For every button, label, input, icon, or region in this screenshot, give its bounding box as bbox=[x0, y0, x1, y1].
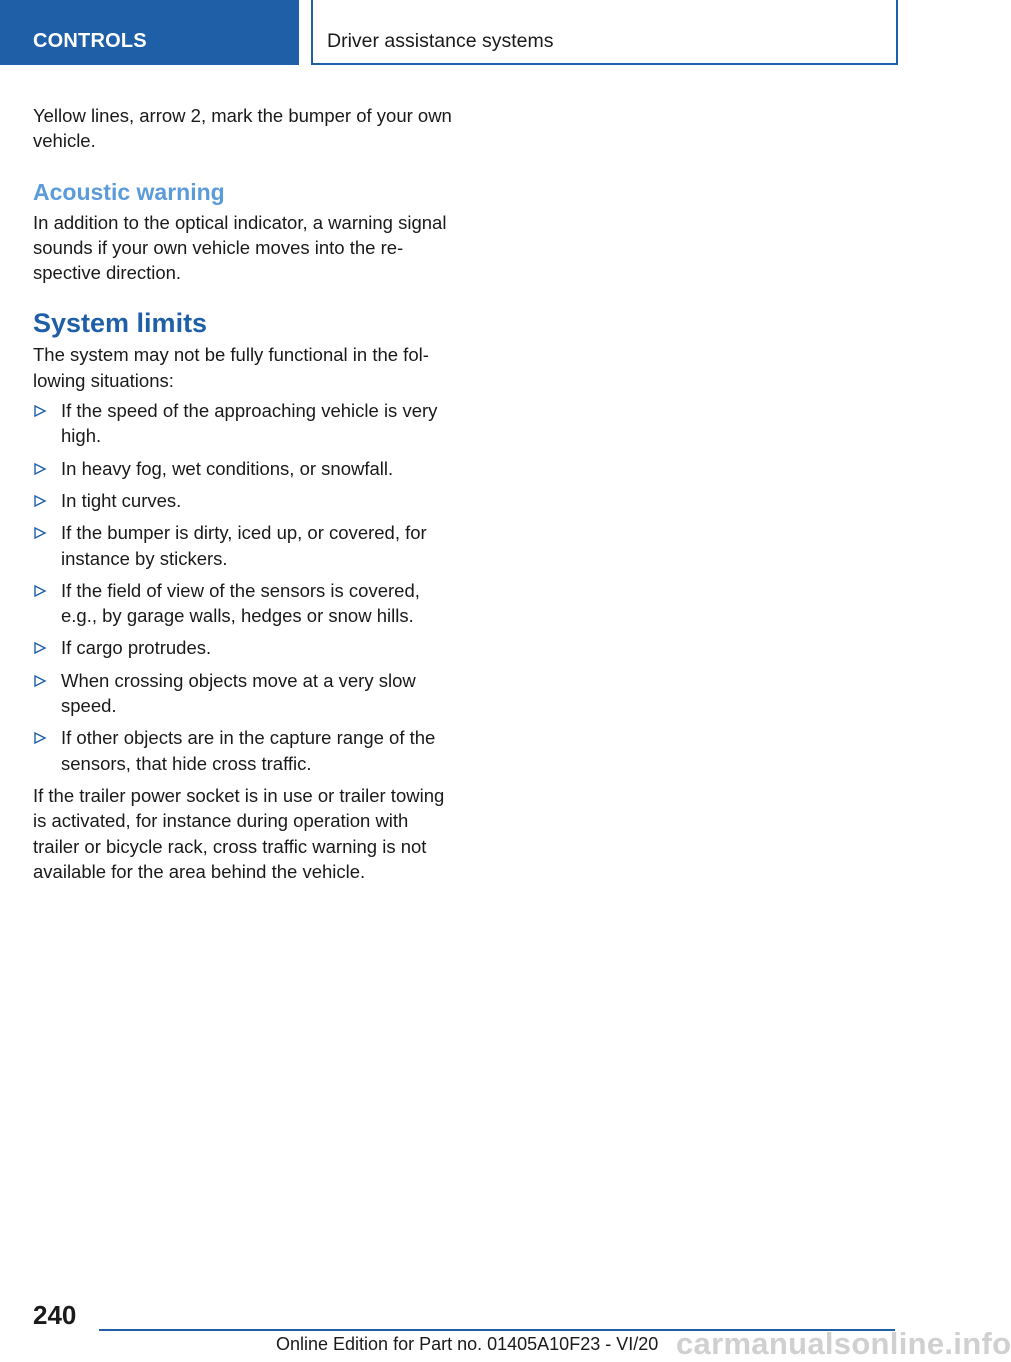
content-column bbox=[33, 103, 453, 884]
list-item bbox=[33, 635, 453, 660]
list-item-text: If cargo protrudes. bbox=[61, 637, 212, 659]
triangle-bullet-icon bbox=[33, 585, 47, 597]
acoustic-warning-paragraph: In addition to the optical indicator, a warning signal sounds if your own vehicle moves into the respective direction. bbox=[33, 211, 447, 284]
chapter-title: Driver assistance systems bbox=[327, 30, 554, 52]
system-limits-list bbox=[33, 398, 453, 776]
list-item bbox=[33, 520, 453, 571]
triangle-bullet-icon bbox=[33, 675, 47, 687]
list-item bbox=[33, 398, 453, 449]
triangle-bullet-icon bbox=[33, 642, 47, 654]
triangle-bullet-icon bbox=[33, 405, 47, 417]
list-item bbox=[33, 668, 453, 719]
edition-footer: Online Edition for Part no. 01405A10F23 - VI/20 bbox=[276, 1334, 659, 1354]
system-limits-heading: System limits bbox=[33, 308, 208, 339]
intro-paragraph: Yellow lines, arrow 2, mark the bumper of your own vehicle. bbox=[33, 105, 452, 152]
triangle-bullet-icon bbox=[33, 495, 47, 507]
acoustic-warning-heading: Acoustic warning bbox=[33, 178, 225, 205]
page-number: 240 bbox=[33, 1300, 77, 1330]
section-title: CONTROLS bbox=[33, 30, 147, 52]
list-item-text: If the field of view of the sensors is covered, e.g., by garage walls, hedges or snow hills. bbox=[61, 579, 420, 627]
chapter-header bbox=[311, 0, 898, 65]
triangle-bullet-icon bbox=[33, 463, 47, 475]
list-item bbox=[33, 725, 453, 776]
triangle-bullet-icon bbox=[33, 527, 47, 539]
list-item-text: If other objects are in the capture range of the sensors, that hide cross traffic. bbox=[61, 727, 436, 774]
watermark-text: carmanualsonline.info bbox=[676, 1326, 1011, 1361]
list-item-text: If the bumper is dirty, iced up, or covered, for instance by stickers. bbox=[61, 522, 427, 569]
triangle-bullet-icon bbox=[33, 732, 47, 744]
list-item-text: In tight curves. bbox=[61, 489, 182, 511]
list-item-text: In heavy fog, wet conditions, or snowfall. bbox=[61, 457, 394, 479]
section-tab bbox=[0, 0, 299, 65]
list-item-text: If the speed of the approaching vehicle is very high. bbox=[61, 400, 438, 447]
list-item bbox=[33, 578, 453, 629]
system-limits-intro: The system may not be fully functional in the following situations: bbox=[33, 344, 429, 391]
list-item-text: When crossing objects move at a very slow speed. bbox=[61, 669, 416, 717]
list-item bbox=[33, 488, 453, 513]
list-item bbox=[33, 456, 453, 481]
trailer-note-paragraph: If the trailer power socket is in use or trailer towing is activated, for instance during operation with trailer or bicycle rack, cross traffic warning is not available for the area behind the vehicle. bbox=[33, 784, 445, 882]
